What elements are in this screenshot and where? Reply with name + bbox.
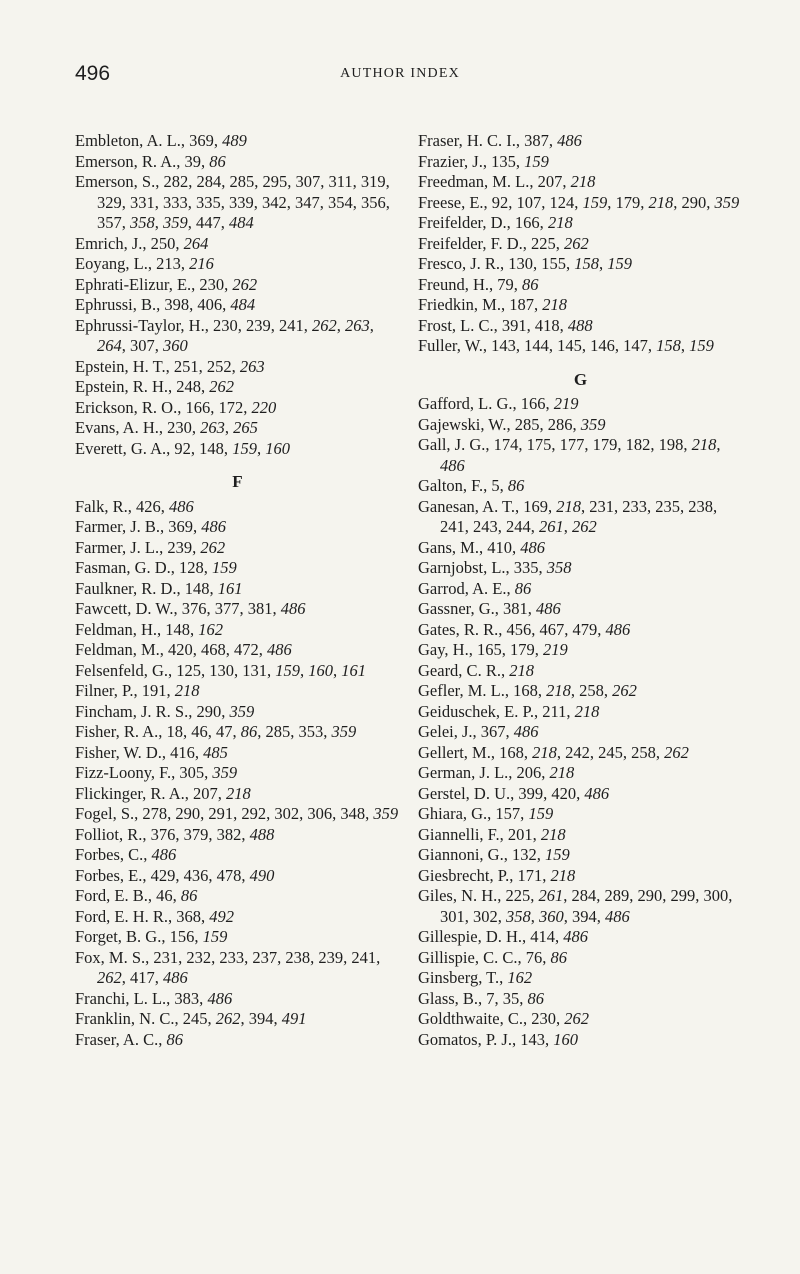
- index-entry: Gans, M., 410, 486: [418, 537, 545, 557]
- index-entry: Fuller, W., 143, 144, 145, 146, 147, 158, 159: [418, 336, 714, 355]
- index-entry: Falk, R., 426, 486: [75, 496, 194, 516]
- index-entry: Gillespie, D. H., 414, 486: [418, 927, 589, 946]
- index-entry: Fisher, R. A., 18, 46, 47, 86, 285, 353, 359: [75, 722, 357, 741]
- index-entry: Everett, G. A., 92, 148, 159, 160: [75, 438, 290, 458]
- index-entry: Giles, N. H., 225, 261, 284, 289, 290, 299, 300, 301, 302, 358, 360, 394, 486: [418, 886, 733, 926]
- index-entry: Ford, E. H. R., 368, 492: [75, 906, 235, 926]
- index-entry: Erickson, R. O., 166, 172, 220: [75, 397, 277, 417]
- index-entry: Franchi, L. L., 383, 486: [75, 988, 233, 1008]
- index-entry: Freund, H., 79, 86: [418, 274, 539, 294]
- index-entry: Epstein, H. T., 251, 252, 263: [75, 356, 265, 376]
- index-entry: Geiduschek, E. P., 211, 218: [418, 701, 600, 721]
- index-entry: Ginsberg, T., 162: [418, 968, 533, 987]
- index-entry: Felsenfeld, G., 125, 130, 131, 159, 160, 161: [75, 660, 367, 680]
- index-entry: Filner, P., 191, 218: [75, 681, 200, 700]
- index-entry: Fasman, G. D., 128, 159: [75, 558, 237, 577]
- index-entry: Gillispie, C. C., 76, 86: [418, 947, 567, 967]
- index-entry: Ephrussi-Taylor, H., 230, 239, 241, 262, 263, 264, 307, 360: [75, 315, 374, 355]
- index-entry: Gajewski, W., 285, 286, 359: [418, 414, 606, 434]
- index-entry: Evans, A. H., 230, 263, 265: [75, 418, 258, 437]
- index-entry: Flickinger, R. A., 207, 218: [75, 783, 251, 803]
- index-entry: Giannoni, G., 132, 159: [418, 845, 570, 864]
- index-entry: Fresco, J. R., 130, 155, 158, 159: [418, 254, 633, 273]
- section-letter: G: [573, 369, 588, 389]
- index-entry: Goldthwaite, C., 230, 262: [418, 1009, 589, 1028]
- index-entry: Folliot, R., 376, 379, 382, 488: [75, 824, 275, 844]
- index-entry: Farmer, J. B., 369, 486: [75, 517, 227, 536]
- index-entry: Ghiara, G., 157, 159: [418, 804, 554, 823]
- index-entry: Gellert, M., 168, 218, 242, 245, 258, 262: [418, 742, 689, 762]
- index-entry: Glass, B., 7, 35, 86: [418, 988, 545, 1008]
- index-entry: Garrod, A. E., 86: [418, 578, 532, 598]
- index-entry: Faulkner, R. D., 148, 161: [75, 578, 243, 598]
- index-entry: Fincham, J. R. S., 290, 359: [75, 701, 255, 721]
- index-entry: Fraser, H. C. I., 387, 486: [418, 131, 582, 150]
- index-entry: Fawcett, D. W., 376, 377, 381, 486: [75, 599, 306, 618]
- index-entry: Freese, E., 92, 107, 124, 159, 179, 218, 290, 359: [418, 192, 740, 212]
- index-entry: German, J. L., 206, 218: [418, 763, 575, 782]
- index-entry: Garnjobst, L., 335, 358: [418, 558, 572, 577]
- index-entry: Gelei, J., 367, 486: [418, 722, 539, 741]
- index-entry: Gefler, M. L., 168, 218, 258, 262: [418, 681, 637, 700]
- index-entry: Frost, L. C., 391, 418, 488: [418, 315, 593, 335]
- index-entry: Freedman, M. L., 207, 218: [418, 172, 596, 191]
- index-entry: Freifelder, D., 166, 218: [418, 213, 573, 232]
- index-entry: Franklin, N. C., 245, 262, 394, 491: [75, 1009, 307, 1028]
- index-entry: Embleton, A. L., 369, 489: [75, 131, 247, 150]
- index-entry: Frazier, J., 135, 159: [418, 151, 549, 171]
- index-entry: Forbes, E., 429, 436, 478, 490: [75, 865, 275, 885]
- index-entry: Forbes, C., 486: [75, 845, 177, 864]
- index-entry: Galton, F., 5, 86: [418, 476, 525, 495]
- index-entry: Feldman, H., 148, 162: [75, 619, 224, 639]
- index-entry: Forget, B. G., 156, 159: [75, 927, 228, 946]
- index-entry: Fraser, A. C., 86: [75, 1029, 183, 1049]
- index-entry: Gates, R. R., 456, 467, 479, 486: [418, 619, 631, 639]
- index-entry: Epstein, R. H., 248, 262: [75, 377, 235, 396]
- index-entry: Emerson, R. A., 39, 86: [75, 151, 226, 171]
- index-entry: Giannelli, F., 201, 218: [418, 824, 566, 844]
- running-head: AUTHOR INDEX: [340, 66, 460, 81]
- index-entry: Gafford, L. G., 166, 219: [418, 394, 579, 413]
- index-entry: Fox, M. S., 231, 232, 233, 237, 238, 239, 241, 262, 417, 486: [75, 947, 381, 987]
- page-number: 496: [75, 62, 111, 85]
- index-entry: Fizz-Loony, F., 305, 359: [75, 763, 238, 782]
- index-entry: Giesbrecht, P., 171, 218: [418, 865, 576, 885]
- index-entry: Gomatos, P. J., 143, 160: [418, 1029, 578, 1049]
- index-entry: Friedkin, M., 187, 218: [418, 295, 567, 314]
- index-entry: Emrich, J., 250, 264: [75, 233, 209, 253]
- index-entry: Feldman, M., 420, 468, 472, 486: [75, 640, 292, 659]
- index-column-right: [418, 131, 743, 1050]
- section-letter: F: [232, 472, 243, 491]
- index-entry: Eoyang, L., 213, 216: [75, 254, 214, 273]
- index-entry: Gay, H., 165, 179, 219: [418, 640, 568, 659]
- index-entry: Fogel, S., 278, 290, 291, 292, 302, 306, 348, 359: [75, 804, 399, 823]
- index-entry: Farmer, J. L., 239, 262: [75, 537, 226, 557]
- index-entry: Gall, J. G., 174, 175, 177, 179, 182, 198, 218, 486: [418, 435, 721, 475]
- index-entry: Ganesan, A. T., 169, 218, 231, 233, 235, 238, 241, 243, 244, 261, 262: [418, 496, 718, 536]
- index-entry: Ephrussi, B., 398, 406, 484: [75, 295, 256, 314]
- index-entry: Freifelder, F. D., 225, 262: [418, 233, 589, 253]
- index-column-left: [75, 131, 400, 1050]
- index-entry: Ephrati-Elizur, E., 230, 262: [75, 274, 258, 294]
- index-entry: Fisher, W. D., 416, 485: [75, 742, 228, 762]
- index-entry: Geard, C. R., 218: [418, 660, 534, 680]
- index-entry: Ford, E. B., 46, 86: [75, 886, 198, 905]
- index-entry: Gerstel, D. U., 399, 420, 486: [418, 783, 610, 803]
- index-entry: Emerson, S., 282, 284, 285, 295, 307, 311, 319, 329, 331, 333, 335, 339, 342, 347, 354, 356, 357, 358, 359, 447, 484: [75, 172, 390, 232]
- index-entry: Gassner, G., 381, 486: [418, 599, 561, 618]
